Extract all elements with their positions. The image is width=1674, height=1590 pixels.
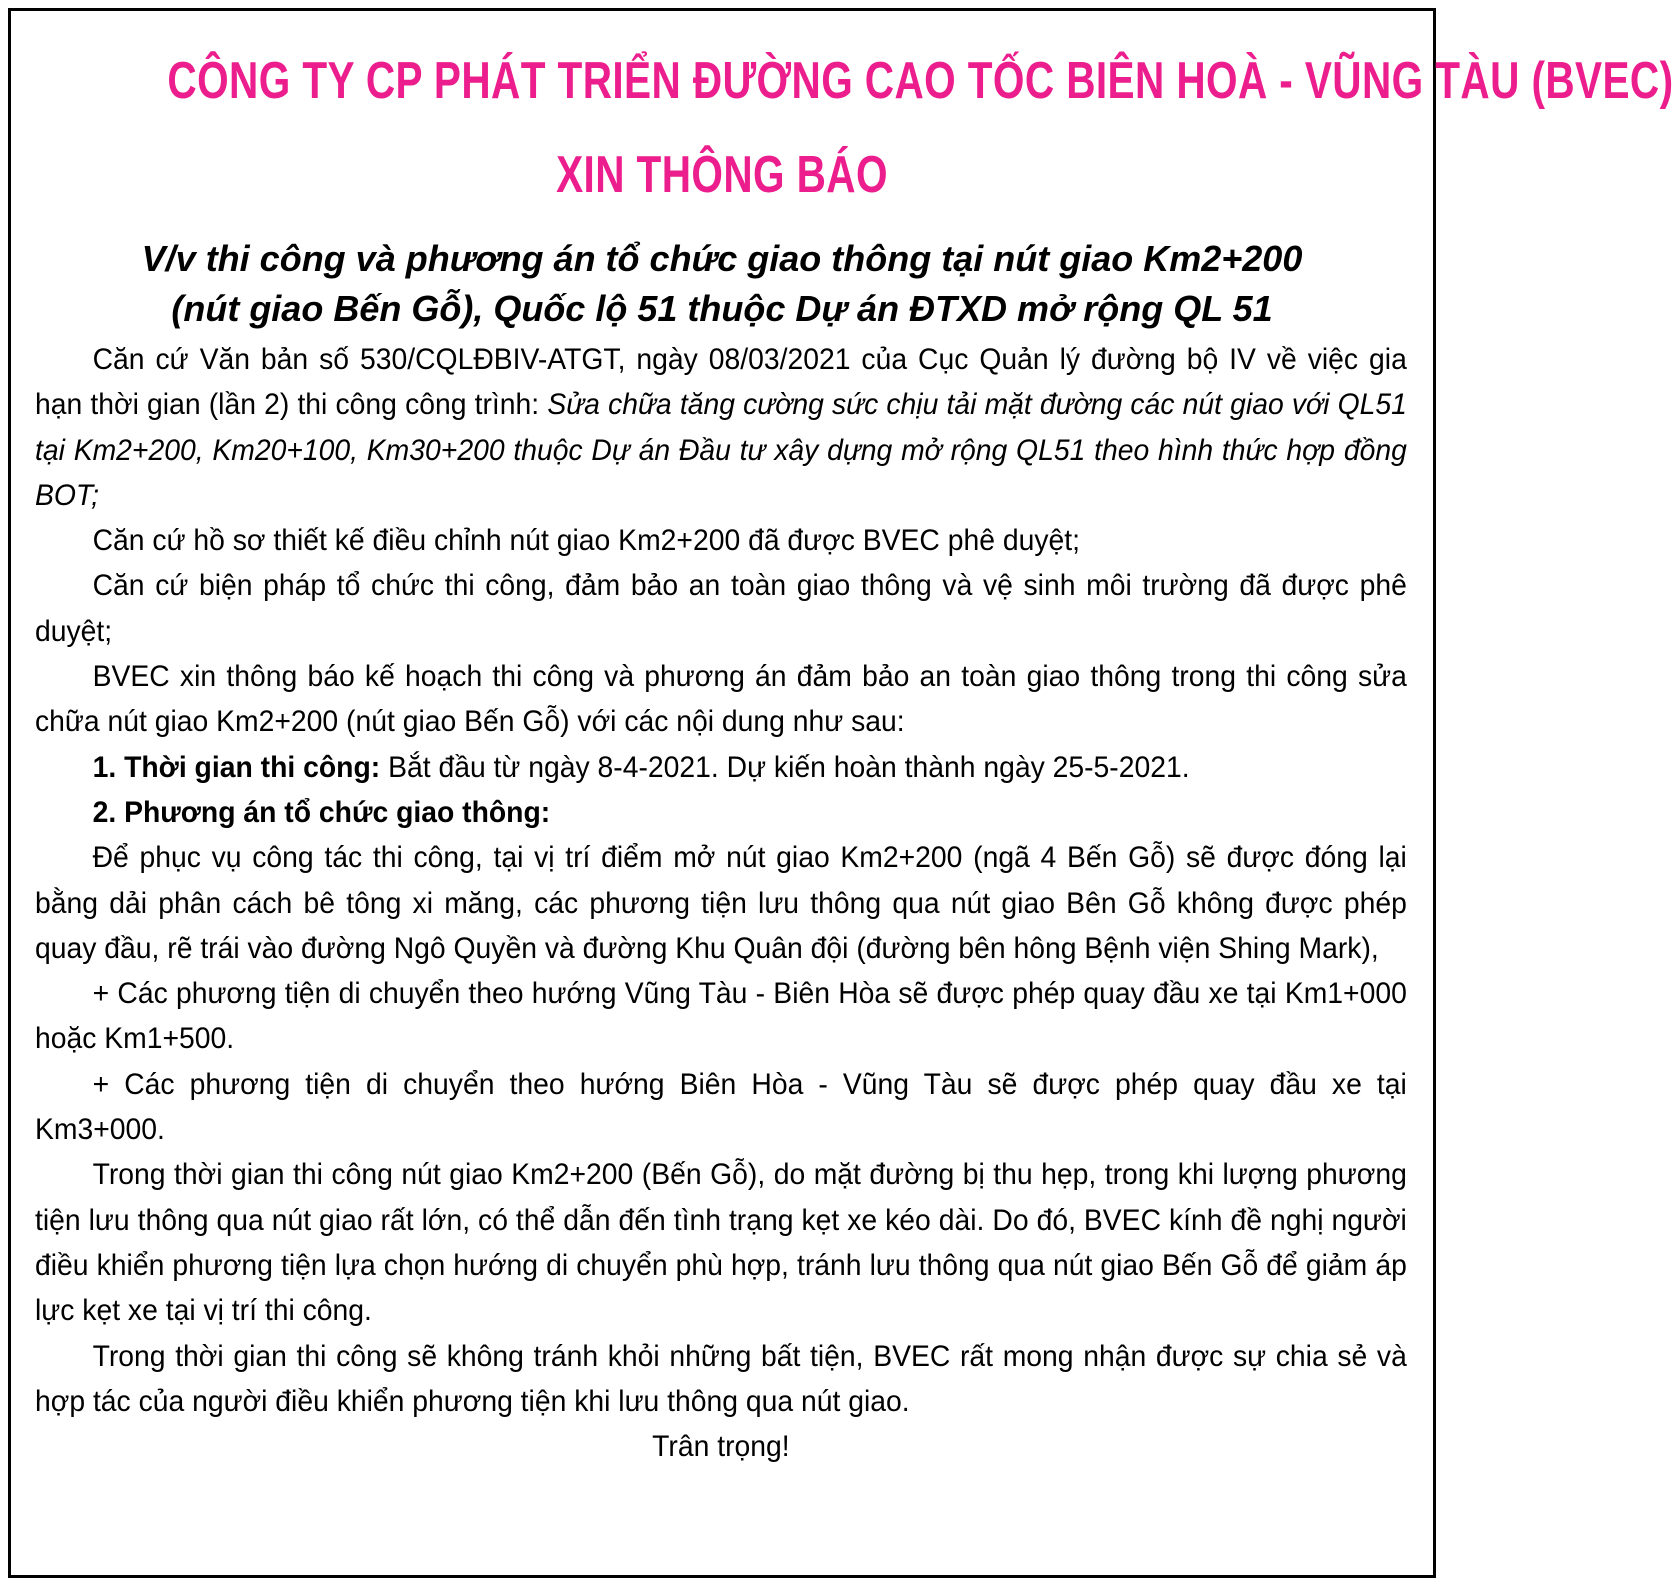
paragraph-uturn-bien-hoa-vung-tau: + Các phương tiện di chuyển theo hướng Biên Hòa - Vũng Tàu sẽ được phép quay đầu xe tại Km3+000. [35,1067,1407,1147]
paragraph-legal-basis-2: Căn cứ hồ sơ thiết kế điều chỉnh nút giao Km2+200 đã được BVEC phê duyệt; [92,524,1081,558]
paragraph-congestion-advice: Trong thời gian thi công nút giao Km2+200 (Bến Gỗ), do mặt đường bị thu hẹp, trong khi lượng phương tiện lưu thông qua nút giao rất lớn, có thể dẫn đến tình trạng kẹt xe kéo dài. Do đó, BVEC kính đề nghị người điều khiển phương tiện lựa chọn hướng di chuyển phù hợp, tránh lưu thông qua nút giao Bến Gỗ để giảm áp lực kẹt xe tại vị trí thi công. [35,1158,1407,1328]
schedule-label: 1. Thời gian thi công: [92,750,381,784]
paragraph-schedule [35,745,1407,790]
subject-line-2: (nút giao Bến Gỗ), Quốc lộ 51 thuộc Dự án ĐTXD mở rộng QL 51 [171,288,1273,329]
subject-line-1: V/v thi công và phương án tổ chức giao thông tại nút giao Km2+200 [141,238,1303,279]
paragraph-announcement: BVEC xin thông báo kế hoạch thi công và phương án đảm bảo an toàn giao thông trong thi công sửa chữa nút giao Km2+200 (nút giao Bến Gỗ) với các nội dung như sau: [35,660,1407,739]
paragraph-apology: Trong thời gian thi công sẽ không tránh khỏi những bất tiện, BVEC rất mong nhận được sự chia sẻ và hợp tác của người điều khiển phương tiện khi lưu thông qua nút giao. [35,1339,1407,1418]
project-name-italic: Sửa chữa tăng cường sức chịu tải mặt đường các nút giao với QL51 tại Km2+200, Km20+100, Km30+200 thuộc Dự án Đầu tư xây dựng mở rộng QL51 theo hình thức hợp đồng BOT; [35,388,1407,512]
closing-text: Trân trọng! [652,1430,790,1464]
notice-heading: XIN THÔNG BÁO [556,146,888,204]
notice-body [35,337,1407,1469]
schedule-text: Bắt đầu từ ngày 8-4-2021. Dự kiến hoàn thành ngày 25-5-2021. [380,750,1190,784]
paragraph-legal-basis-1 [35,337,1407,518]
traffic-plan-heading: 2. Phương án tổ chức giao thông: [92,795,551,829]
paragraph-legal-basis-3: Căn cứ biện pháp tổ chức thi công, đảm bảo an toàn giao thông và vệ sinh môi trường đã được phê duyệt; [35,569,1407,648]
notice-frame [8,8,1674,1578]
company-heading: CÔNG TY CP PHÁT TRIỂN ĐƯỜNG CAO TỐC BIÊN HOÀ - VŨNG TÀU (BVEC) [167,52,1674,110]
paragraph-uturn-vung-tau-bien-hoa: + Các phương tiện di chuyển theo hướng Vũng Tàu - Biên Hòa sẽ được phép quay đầu xe tại Km1+000 hoặc Km1+500. [35,977,1407,1056]
legal-basis-text: Căn cứ Văn bản số 530/CQLĐBIV-ATGT, ngày 08/03/2021 của Cục Quản lý đường bộ IV về việc gia hạn thời gian (lần 2) thi công công trình: [35,343,1407,422]
paragraph-traffic-plan: Để phục vụ công tác thi công, tại vị trí điểm mở nút giao Km2+200 (ngã 4 Bến Gỗ) sẽ được đóng lại bằng dải phân cách bê tông xi măng, các phương tiện lưu thông qua nút giao Bên Gỗ không được phép quay đầu, rẽ trái vào đường Ngô Quyền và đường Khu Quân đội (đường bên hông Bệnh viện Shing Mark), [35,841,1407,965]
